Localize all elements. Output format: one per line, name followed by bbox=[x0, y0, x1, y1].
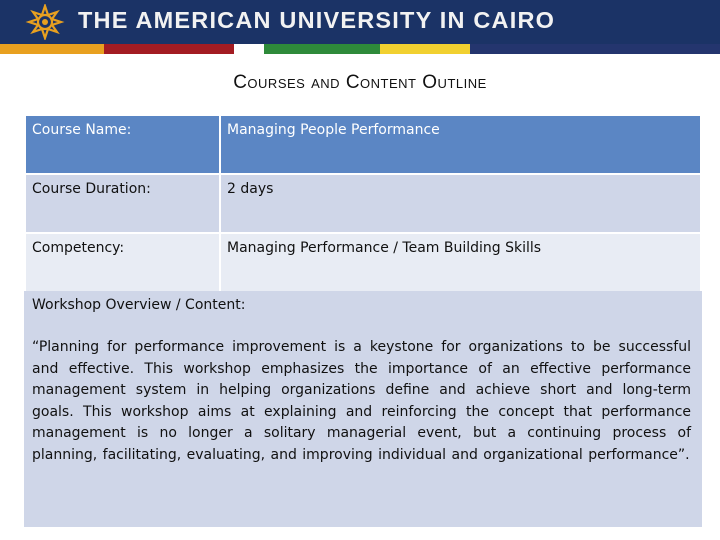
table-row bbox=[25, 115, 701, 174]
competency-value: Managing Performance / Team Building Skills bbox=[220, 233, 701, 292]
course-info-table bbox=[24, 114, 702, 293]
color-strip bbox=[0, 44, 720, 54]
overview-text: “Planning for performance improvement is a keystone for organizations to be successful and effective. This workshop emphasizes the importance of an effective performance management system in helping organizations define and achieve short and long-term goals. This workshop aims at explaining and reinforcing the concept that performance management is no longer a solitary managerial event, but a continuing process of planning, facilitating, evaluating, and improving individual and organizational performance”. bbox=[32, 339, 691, 463]
course-name-value: Managing People Performance bbox=[220, 115, 701, 174]
page-title: Courses and Content Outline bbox=[233, 72, 487, 93]
strip-segment-orange bbox=[0, 44, 104, 54]
course-duration-label: Course Duration: bbox=[25, 174, 220, 233]
table-row bbox=[25, 174, 701, 233]
competency-label: Competency: bbox=[25, 233, 220, 292]
table-row bbox=[25, 233, 701, 292]
course-name-label: Course Name: bbox=[25, 115, 220, 174]
strip-segment-red bbox=[104, 44, 234, 54]
header-banner bbox=[0, 0, 720, 44]
course-duration-value: 2 days bbox=[220, 174, 701, 233]
strip-segment-navy bbox=[470, 44, 720, 54]
strip-gap bbox=[234, 44, 264, 54]
strip-segment-yellow bbox=[380, 44, 470, 54]
university-name: THE AMERICAN UNIVERSITY IN CAIRO bbox=[78, 7, 556, 33]
workshop-overview bbox=[24, 291, 702, 527]
strip-segment-green bbox=[264, 44, 380, 54]
overview-label: Workshop Overview / Content: bbox=[32, 297, 246, 313]
auc-star-logo-icon bbox=[24, 4, 66, 40]
